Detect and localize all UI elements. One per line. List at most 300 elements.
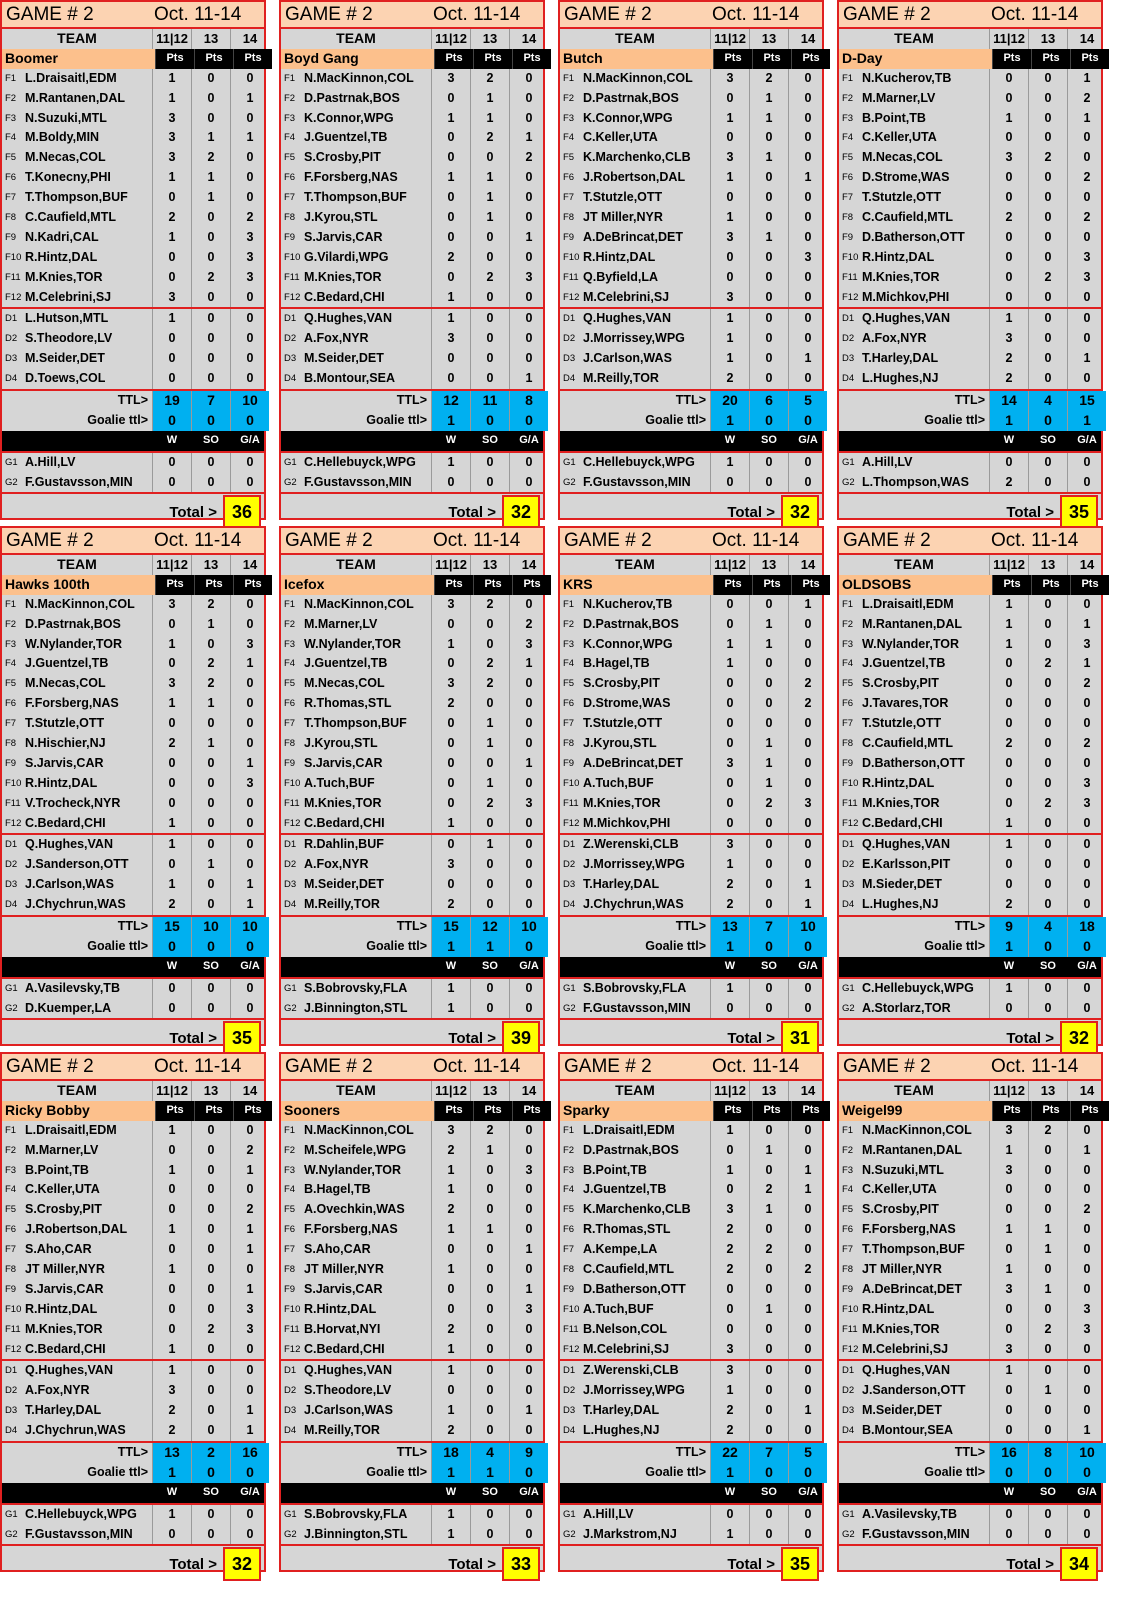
points-cell: 1 [230, 875, 269, 895]
goalie-cell [839, 1505, 989, 1525]
points-cell: 1 [509, 654, 548, 674]
points-cell: 0 [509, 349, 548, 369]
player-name: B.Montour,SEA [862, 1423, 953, 1438]
points-cell: 1 [788, 1401, 827, 1421]
total-row [839, 492, 1101, 530]
goalie-stat-header [560, 1483, 822, 1503]
goalie-cell [839, 1525, 989, 1545]
points-cell: 1 [749, 228, 788, 248]
goalie-stat-cell: 0 [230, 999, 269, 1019]
ttl-value: 12 [431, 391, 470, 411]
player-row [560, 208, 822, 228]
points-cell: 3 [152, 128, 191, 148]
player-name: T.Stutzle,OTT [862, 190, 942, 205]
goalie-stat-cell: 1 [431, 1525, 470, 1545]
player-cell [839, 1200, 989, 1220]
goalie-ttl-value: 1 [431, 1463, 470, 1483]
team-name: Hawks 100th [2, 575, 155, 595]
slot-label: F3 [842, 112, 854, 124]
player-name: J.Chychrun,WAS [583, 897, 684, 912]
player-row [560, 349, 822, 369]
slot-label: F9 [563, 1283, 575, 1295]
player-row [560, 875, 822, 895]
player-row [281, 109, 543, 129]
points-cell: 0 [191, 349, 230, 369]
points-cell: 2 [152, 1401, 191, 1421]
player-cell [839, 694, 989, 714]
points-cell: 0 [1067, 694, 1106, 714]
points-cell: 0 [230, 168, 269, 188]
player-row [839, 228, 1101, 248]
goalie-header-blank [560, 1483, 710, 1503]
points-cell: 2 [191, 268, 230, 288]
player-cell [839, 329, 989, 349]
points-cell: 0 [230, 309, 269, 329]
player-cell [839, 835, 989, 855]
pts-label: Pts [155, 575, 194, 595]
points-cell: 1 [749, 774, 788, 794]
ttl-value: 4 [1028, 917, 1067, 937]
goalie-stat-cell: 1 [989, 979, 1028, 999]
points-cell: 1 [431, 288, 470, 308]
player-name: J.Sanderson,OTT [25, 857, 129, 872]
points-cell: 0 [470, 1340, 509, 1360]
player-row [560, 833, 822, 855]
total-label: Total > [448, 503, 496, 521]
slot-label: D4 [284, 899, 297, 911]
slot-label: F6 [842, 172, 854, 184]
points-cell: 1 [191, 855, 230, 875]
ttl-value: 20 [710, 391, 749, 411]
points-cell: 0 [470, 1161, 509, 1181]
pts-label: Pts [1070, 1101, 1109, 1121]
slot-label: D2 [563, 1385, 576, 1397]
slot-label: F10 [563, 251, 580, 263]
points-cell: 1 [509, 128, 548, 148]
player-name: N.MacKinnon,COL [25, 596, 135, 611]
column-header-row [281, 29, 543, 49]
slot-label: F6 [5, 698, 17, 710]
points-cell: 0 [1067, 1280, 1106, 1300]
player-name: A.Fox,NYR [304, 331, 369, 346]
player-name: B.Hagel,TB [304, 1182, 371, 1197]
player-cell [281, 1340, 431, 1360]
total-label: Total > [169, 503, 217, 521]
points-cell: 1 [1067, 349, 1106, 369]
player-row [839, 148, 1101, 168]
player-row [2, 774, 264, 794]
slot-label: F6 [284, 172, 296, 184]
points-cell: 0 [989, 128, 1028, 148]
points-cell: 1 [788, 595, 827, 615]
total-value: 32 [502, 495, 540, 529]
points-cell: 0 [1028, 369, 1067, 389]
player-cell [281, 329, 431, 349]
team-name-row [281, 1101, 543, 1121]
points-cell: 0 [191, 714, 230, 734]
goalie-stat-cell: 0 [1028, 1525, 1067, 1545]
points-cell: 0 [749, 329, 788, 349]
slot-label: D4 [5, 899, 18, 911]
player-name: Q.Hughes,VAN [583, 311, 671, 326]
player-cell [839, 89, 989, 109]
points-cell: 0 [509, 595, 548, 615]
date-range: Oct. 11-14 [991, 529, 1079, 551]
slot-label: D3 [563, 353, 576, 365]
player-row [839, 1300, 1101, 1320]
slot-label: F10 [284, 1303, 301, 1315]
points-cell: 0 [230, 714, 269, 734]
player-name: W.Nylander,TOR [25, 636, 123, 651]
player-cell [281, 248, 431, 268]
points-cell: 0 [710, 188, 749, 208]
total-value: 35 [223, 1021, 261, 1055]
player-row [560, 148, 822, 168]
slot-label: F7 [5, 192, 17, 204]
player-name: J.Morrissey,WPG [583, 331, 685, 346]
points-cell: 1 [509, 754, 548, 774]
player-cell [560, 855, 710, 875]
goalie-ttl-row [2, 1463, 264, 1483]
goalie-row [281, 1525, 543, 1545]
points-cell: 0 [509, 1320, 548, 1340]
points-cell: 1 [152, 1361, 191, 1381]
player-name: M.Seider,DET [304, 351, 384, 366]
player-row [2, 208, 264, 228]
points-cell: 0 [749, 268, 788, 288]
goalie-stat-cell: 0 [230, 979, 269, 999]
player-cell [2, 875, 152, 895]
player-name: S.Crosby,PIT [25, 1202, 102, 1217]
points-cell: 0 [749, 875, 788, 895]
ttl-value: 16 [989, 1443, 1028, 1463]
player-row [839, 875, 1101, 895]
slot-label: F2 [842, 92, 854, 104]
player-row [839, 615, 1101, 635]
team-column-label: TEAM [336, 556, 376, 572]
player-name: S.Aho,CAR [25, 1242, 92, 1257]
goalie-stat-header [281, 431, 543, 451]
points-cell: 0 [431, 835, 470, 855]
goalie-cell [281, 1525, 431, 1545]
points-cell: 0 [509, 1340, 548, 1360]
total-row [560, 1544, 822, 1582]
goalie-ttl-label: Goalie ttl> [87, 938, 148, 953]
goalie-header-blank [2, 431, 152, 451]
goalie-row [839, 1503, 1101, 1525]
points-cell: 0 [788, 1300, 827, 1320]
points-cell: 1 [1028, 1240, 1067, 1260]
slot-label: F10 [5, 251, 22, 263]
slot-label: G2 [5, 476, 18, 488]
wins-label: W [431, 957, 470, 977]
player-row [281, 875, 543, 895]
player-cell [2, 1220, 152, 1240]
points-cell: 0 [191, 635, 230, 655]
player-name: S.Jarvis,CAR [25, 1281, 104, 1296]
day-column-label: 14 [509, 555, 548, 575]
slot-label: F5 [563, 152, 575, 164]
slot-label: F5 [5, 678, 17, 690]
slot-label: F3 [5, 638, 17, 650]
player-name: D.Batherson,OTT [583, 1281, 686, 1296]
goalie-stat-header [2, 431, 264, 451]
slot-label: F4 [842, 1184, 854, 1196]
points-cell: 1 [152, 1260, 191, 1280]
player-row [560, 369, 822, 389]
player-row [560, 615, 822, 635]
points-cell: 2 [710, 1421, 749, 1441]
player-name: S.Crosby,PIT [862, 676, 939, 691]
player-name: W.Nylander,TOR [304, 636, 402, 651]
player-name: R.Thomas,STL [304, 696, 392, 711]
points-cell: 0 [230, 1260, 269, 1280]
goalie-header-blank [2, 957, 152, 977]
slot-label: F4 [284, 132, 296, 144]
points-cell: 0 [710, 774, 749, 794]
total-label: Total > [727, 503, 775, 521]
player-name: L.Hughes,NJ [862, 371, 939, 386]
slot-label: F9 [284, 1283, 296, 1295]
goalie-ttl-value: 1 [710, 937, 749, 957]
player-cell [2, 288, 152, 308]
player-name: J.Morrissey,WPG [583, 1383, 685, 1398]
player-row [281, 268, 543, 288]
player-cell [560, 1180, 710, 1200]
player-cell [560, 288, 710, 308]
ttl-label: TTL> [675, 1445, 706, 1460]
slot-label: F12 [5, 291, 22, 303]
points-cell: 0 [1028, 1340, 1067, 1360]
slot-label: F3 [5, 112, 17, 124]
points-cell: 0 [989, 268, 1028, 288]
points-cell: 0 [989, 228, 1028, 248]
points-cell: 0 [1028, 69, 1067, 89]
player-row [281, 128, 543, 148]
player-cell [2, 1421, 152, 1441]
points-cell: 0 [509, 694, 548, 714]
points-cell: 0 [989, 168, 1028, 188]
goalie-stat-header [281, 1483, 543, 1503]
total-value: 35 [781, 1547, 819, 1581]
player-cell [281, 1280, 431, 1300]
points-cell: 2 [431, 694, 470, 714]
points-cell: 1 [509, 369, 548, 389]
points-cell: 1 [431, 1401, 470, 1421]
player-name: T.Konecny,PHI [25, 170, 111, 185]
points-cell: 0 [1067, 1240, 1106, 1260]
wins-label: W [710, 1483, 749, 1503]
player-row [839, 168, 1101, 188]
pts-label: Pts [713, 1101, 752, 1121]
goalie-row [2, 1503, 264, 1525]
points-cell: 1 [788, 168, 827, 188]
team-card [558, 0, 824, 523]
goalie-stat-cell: 0 [230, 473, 269, 493]
ttl-value: 5 [788, 1443, 827, 1463]
player-name: N.MacKinnon,COL [304, 596, 414, 611]
slot-label: F5 [842, 678, 854, 690]
slot-label: F5 [284, 1204, 296, 1216]
points-cell: 0 [230, 1381, 269, 1401]
player-name: JT Miller,NYR [862, 1262, 942, 1277]
points-cell: 0 [989, 1200, 1028, 1220]
game-label: GAME # 2 [6, 529, 94, 551]
player-name: R.Thomas,STL [583, 1222, 671, 1237]
player-row [281, 694, 543, 714]
points-cell: 1 [710, 329, 749, 349]
column-header-row [2, 1081, 264, 1101]
goalie-stat-cell: 0 [710, 999, 749, 1019]
slot-label: F7 [563, 718, 575, 730]
points-cell: 0 [788, 1381, 827, 1401]
player-name: M.Necas,COL [25, 676, 106, 691]
player-cell [281, 148, 431, 168]
player-name: F.Forsberg,NAS [25, 696, 119, 711]
points-cell: 0 [509, 895, 548, 915]
slot-label: F3 [842, 1164, 854, 1176]
points-cell: 0 [788, 754, 827, 774]
points-cell: 3 [1067, 774, 1106, 794]
player-cell [839, 895, 989, 915]
slot-label: F11 [563, 797, 579, 809]
game-label: GAME # 2 [564, 1055, 652, 1077]
goalie-stat-cell: 0 [788, 453, 827, 473]
date-range: Oct. 11-14 [712, 1055, 800, 1077]
goalie-stat-cell: 0 [470, 453, 509, 473]
points-cell: 1 [470, 714, 509, 734]
goalie-stat-cell: 0 [749, 999, 788, 1019]
player-row [839, 1359, 1101, 1381]
points-cell: 0 [749, 288, 788, 308]
player-cell [839, 714, 989, 734]
player-cell [560, 1320, 710, 1340]
player-cell [281, 89, 431, 109]
shutouts-label: SO [191, 431, 230, 451]
points-cell: 1 [431, 109, 470, 129]
points-cell: 0 [749, 1340, 788, 1360]
player-name: M.Reilly,TOR [583, 371, 659, 386]
player-row [560, 89, 822, 109]
goalie-ttl-value: 0 [152, 411, 191, 431]
team-name: OLDSOBS [839, 575, 992, 595]
goals-against-label: G/A [230, 957, 269, 977]
player-cell [560, 309, 710, 329]
goalie-name: F.Gustavsson,MIN [25, 474, 133, 489]
column-header-row [560, 1081, 822, 1101]
player-row [2, 228, 264, 248]
points-cell: 3 [509, 1161, 548, 1181]
player-row [281, 674, 543, 694]
points-cell: 0 [1028, 814, 1067, 834]
player-row [839, 268, 1101, 288]
total-row [2, 492, 264, 530]
points-cell: 0 [989, 855, 1028, 875]
slot-label: F5 [5, 1204, 17, 1216]
player-cell [281, 835, 431, 855]
player-cell [2, 188, 152, 208]
player-name: C.Bedard,CHI [304, 1341, 385, 1356]
points-cell: 2 [470, 595, 509, 615]
points-cell: 1 [152, 835, 191, 855]
points-cell: 0 [989, 1240, 1028, 1260]
slot-label: G2 [563, 1002, 576, 1014]
points-cell: 2 [470, 268, 509, 288]
slot-label: D4 [563, 1425, 576, 1437]
player-name: W.Nylander,TOR [304, 1162, 402, 1177]
goalie-name: J.Markstrom,NJ [583, 1526, 677, 1541]
slot-label: G2 [563, 476, 576, 488]
player-cell [2, 635, 152, 655]
goalie-stat-cell: 0 [152, 999, 191, 1019]
day-column-label: 14 [1067, 555, 1106, 575]
ttl-row [560, 915, 822, 937]
player-cell [839, 1361, 989, 1381]
goalie-row [2, 999, 264, 1019]
day-column-label: 14 [509, 1081, 548, 1101]
player-cell [560, 109, 710, 129]
points-cell: 0 [749, 814, 788, 834]
points-cell: 0 [230, 148, 269, 168]
goals-against-label: G/A [509, 1483, 548, 1503]
goalie-stat-cell: 1 [431, 1505, 470, 1525]
player-name: M.Boldy,MIN [25, 130, 100, 145]
goalie-stat-cell: 0 [509, 1505, 548, 1525]
points-cell: 2 [710, 1240, 749, 1260]
goals-against-label: G/A [509, 431, 548, 451]
player-row [839, 1121, 1101, 1141]
ttl-value: 10 [230, 917, 269, 937]
player-cell [560, 69, 710, 89]
slot-label: F11 [842, 797, 858, 809]
slot-label: F1 [842, 72, 854, 84]
player-cell [2, 615, 152, 635]
player-cell [839, 1220, 989, 1240]
player-cell [2, 248, 152, 268]
points-cell: 1 [509, 1280, 548, 1300]
player-row [2, 895, 264, 915]
ttl-row [281, 1441, 543, 1463]
points-cell: 2 [431, 1421, 470, 1441]
team-name: Weigel99 [839, 1101, 992, 1121]
player-row [839, 248, 1101, 268]
player-row [2, 148, 264, 168]
player-row [560, 1260, 822, 1280]
points-cell: 0 [1028, 1300, 1067, 1320]
goalie-ttl-value: 1 [431, 411, 470, 431]
team-column-label: TEAM [894, 1082, 934, 1098]
total-row [281, 1018, 543, 1056]
slot-label: F3 [284, 112, 296, 124]
slot-label: D3 [284, 353, 297, 365]
player-cell [2, 109, 152, 129]
points-cell: 0 [230, 109, 269, 129]
player-cell [281, 1180, 431, 1200]
slot-label: F9 [842, 231, 854, 243]
card-header [2, 2, 264, 29]
points-cell: 2 [470, 674, 509, 694]
player-row [560, 1121, 822, 1141]
goalie-stat-cell: 0 [470, 979, 509, 999]
player-row [281, 1381, 543, 1401]
player-name: J.Kyrou,STL [583, 736, 657, 751]
points-cell: 0 [1028, 1180, 1067, 1200]
slot-label: F5 [5, 152, 17, 164]
day-column-label: 11|12 [152, 1081, 191, 1101]
team-name: Icefox [281, 575, 434, 595]
points-cell: 1 [191, 128, 230, 148]
total-row [281, 492, 543, 530]
